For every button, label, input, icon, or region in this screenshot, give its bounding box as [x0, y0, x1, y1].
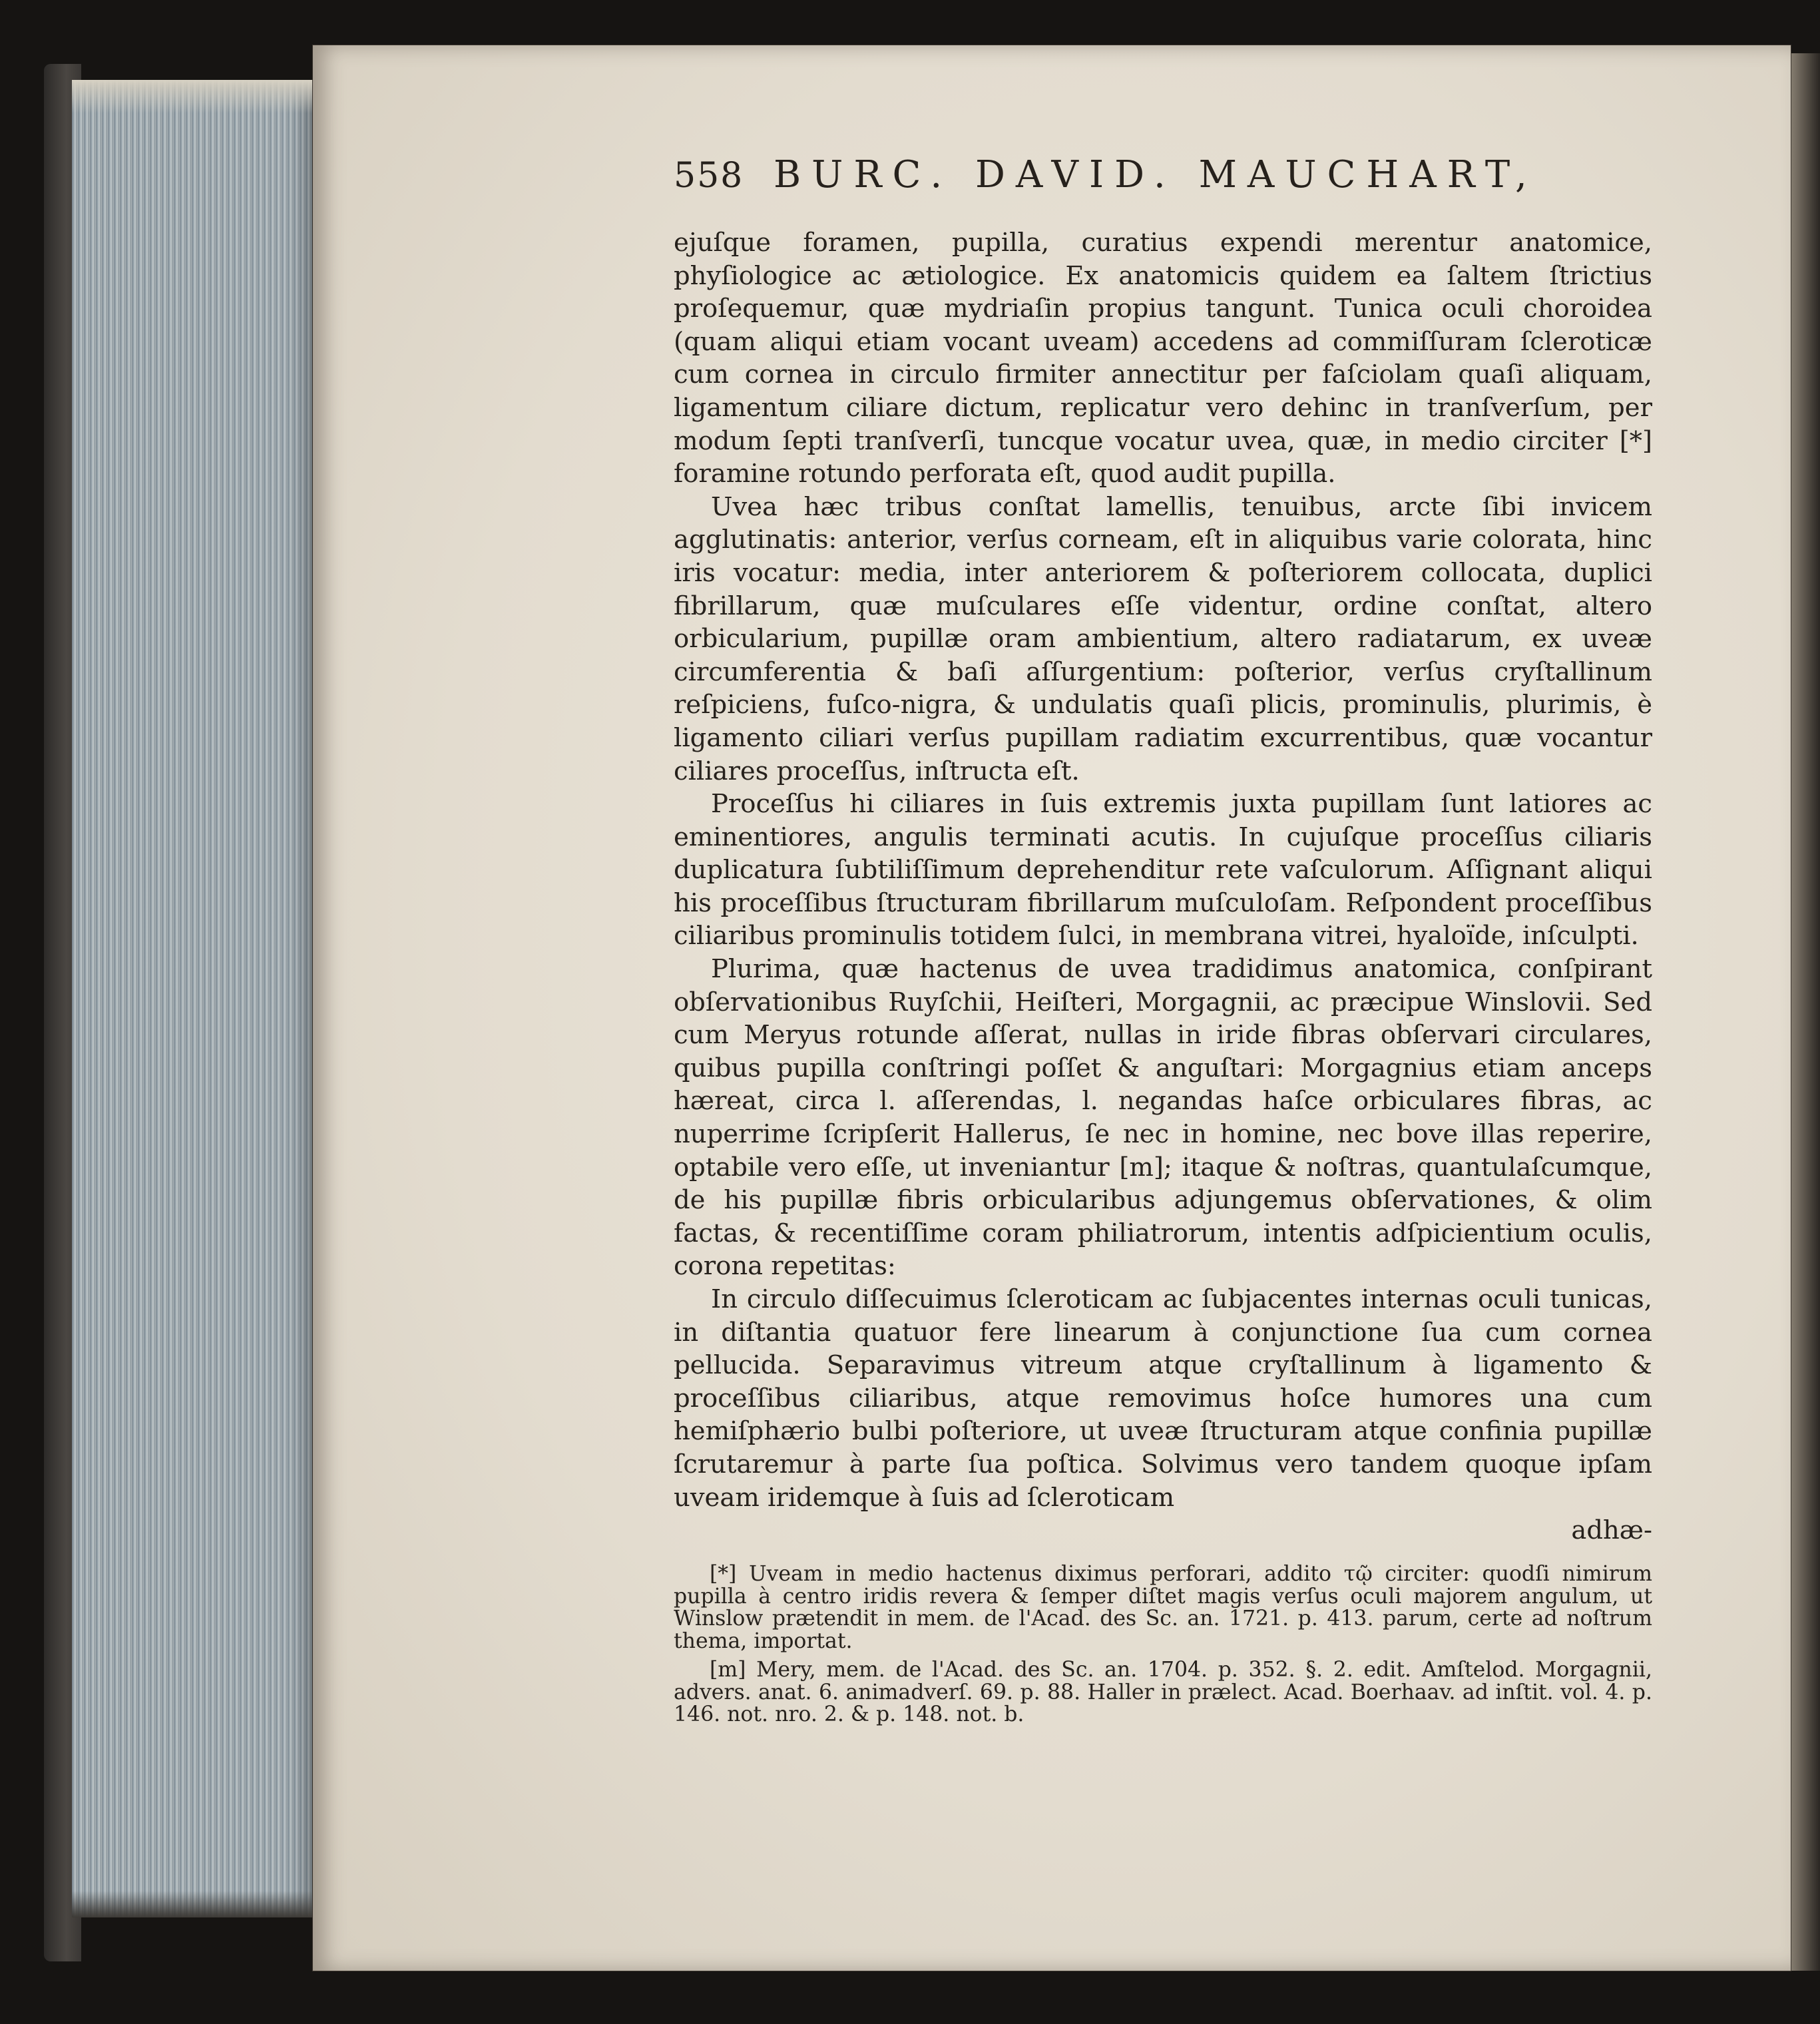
body-text: [674, 226, 1652, 1547]
text-block: [674, 153, 1652, 1726]
running-title: BURC. DAVID. MAUCHART,: [774, 153, 1538, 196]
running-head: [674, 153, 1652, 226]
paragraph: In circulo diſſecuimus ſcleroticam ac ſubjacentes internas oculi tunicas, in diſtantia quatuor fere linearum à conjunctione ſua cum cornea pellucida. Separavimus vitreum atque cryſtallinum à ligamento & proceſſibus ciliaribus, atque removimus hoſce humores una cum hemiſphærio bulbi poſteriore, ut uveæ ſtructuram atque confinia pupillæ ſcrutaremur à parte ſua poſtica. Solvimus vero tandem quoque ipſam uveam iridemque à ſuis ad ſcleroticam: [674, 1284, 1652, 1513]
paragraph: Uvea hæc tribus conſtat lamellis, tenuibus, arcte ſibi invicem agglutinatis: anterior, verſus corneam, eſt in aliquibus varie colorata, hinc iris vocatur: media, inter anteriorem & poſteriorem collocata, duplici fibrillarum, quæ muſculares eſſe videntur, ordine conſtat, altero orbicularium, pupillæ oram ambientium, altero radiatarum, ex uveæ circumferentia & baſi aſſurgentium: poſterior, verſus cryſtallinum reſpiciens, fuſco-nigra, & undulatis quaſi plicis, prominulis, plurimis, è ligamento ciliari verſus pupillam radiatim excurrentibus, quæ vocantur ciliares proceſſus, inſtructa eſt.: [674, 491, 1652, 786]
footnotes: [674, 1563, 1652, 1726]
page-number: 558: [674, 156, 744, 196]
page-block-fore-edge: [72, 80, 320, 1917]
paragraph: ejuſque foramen, pupilla, curatius expendi merentur anatomice, phyſiologice ac ætiologice. Ex anatomicis quidem ea ſaltem ſtrictius proſequemur, quæ mydriaſin propius tangunt. Tunica oculi choroidea (quam aliqui etiam vocant uveam) accedens ad commiſſuram ſcleroticæ cum cornea in circulo firmiter annectitur per faſciolam quaſi aliquam, ligamentum ciliare dictum, replicatur vero dehinc in tranſverſum, per modum ſepti tranſverſi, tuncque vocatur uvea, quæ, in medio circiter [*] foramine rotundo perforata eſt, quod audit pupilla.: [674, 228, 1652, 489]
paragraph: Plurima, quæ hactenus de uvea tradidimus anatomica, conſpirant obſervationibus Ruyſchii, Heiſteri, Morgagnii, ac præcipue Winslovii. Sed cum Meryus rotunde aſſerat, nullas in iride fibras obſervari circulares, quibus pupilla conſtringi poſſet & anguſtari: Morgagnius etiam anceps hæreat, circa l. aſſerendas, l. negandas haſce orbiculares fibras, ac nuperrime ſcripſerit Hallerus, ſe nec in homine, nec bove illas reperire, optabile vero eſſe, ut inveniantur [m]; itaque & noſtras, quantulaſcumque, de his pupillæ fibris orbicularibus adjungemus obſervationes, & olim factas, & recentiſſime coram philiatrorum, intentis adſpicientium oculis, corona repetitas:: [674, 954, 1652, 1282]
catchword: adhæ-: [1571, 1515, 1652, 1546]
footnote: [*] Uveam in medio hactenus diximus perforari, addito τῷ circiter: quodſi nimirum pupilla à centro iridis revera & ſemper diſtet magis verſus oculi majorem angulum, ut Winslow prætendit in mem. de l'Acad. des Sc. an. 1721. p. 413. parum, certe ad noſtrum thema, importat.: [674, 1562, 1652, 1653]
footnote: [m] Mery, mem. de l'Acad. des Sc. an. 1704. p. 352. §. 2. edit. Amſtelod. Morgagnii, advers. anat. 6. animadverſ. 69. p. 88. Haller in prælect. Acad. Boerhaav. ad inſtit. vol. 4. p. 146. not. nro. 2. & p. 148. not. b.: [674, 1658, 1652, 1727]
paragraph: Proceſſus hi ciliares in ſuis extremis juxta pupillam ſunt latiores ac eminentiores, angulis terminati acutis. In cujuſque proceſſus ciliaris duplicatura ſubtiliſſimum deprehenditur rete vaſculorum. Aſſignant aliqui his proceſſibus ſtructuram fibrillarum muſculoſam. Reſpondent proceſſibus ciliaribus prominulis totidem ſulci, in membrana vitrei, hyaloïde, inſculpti.: [674, 789, 1652, 951]
